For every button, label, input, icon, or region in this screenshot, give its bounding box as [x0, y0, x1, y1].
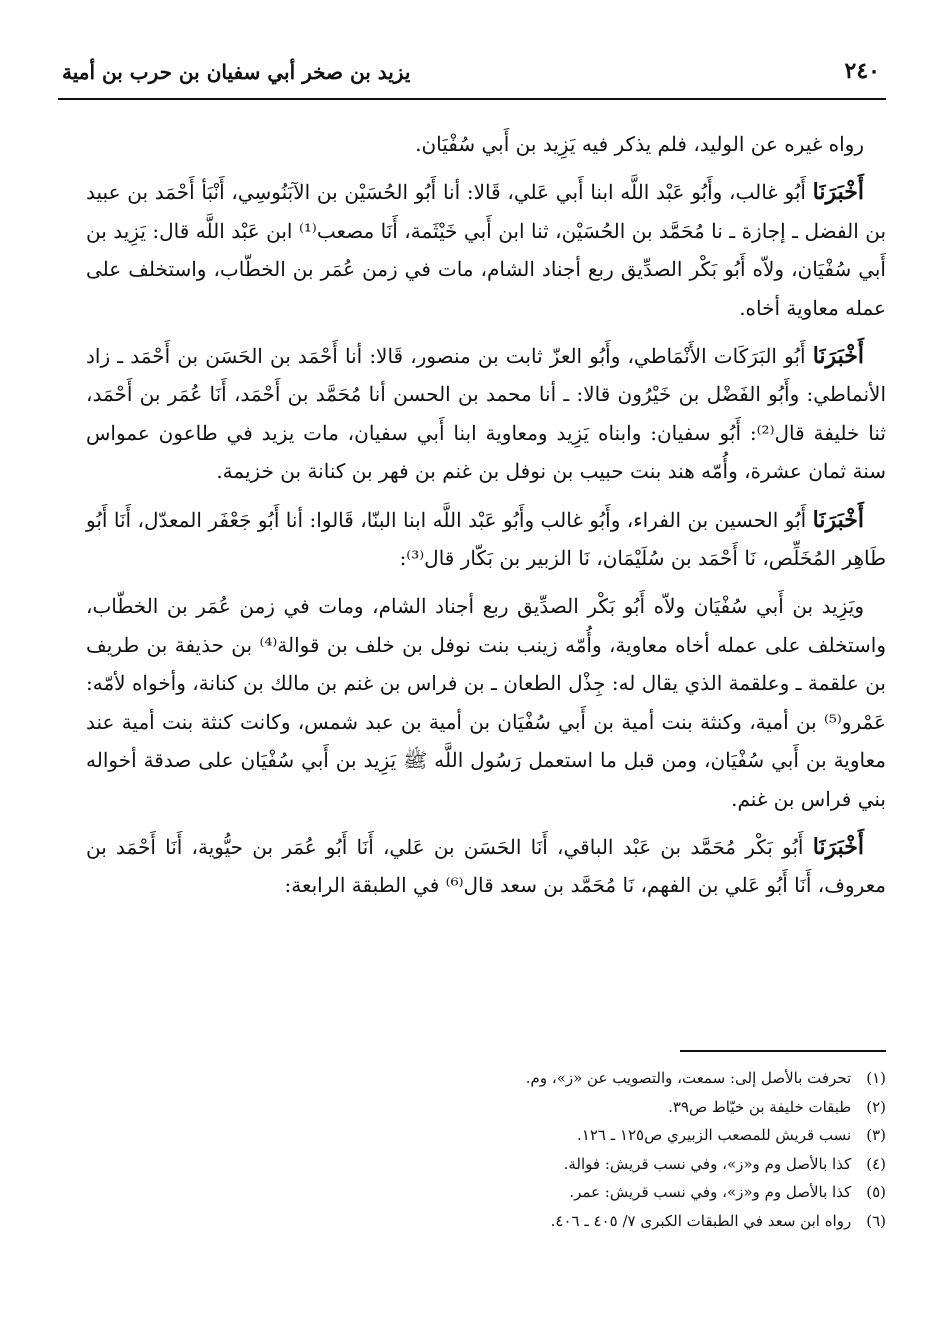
footnote-divider [680, 1050, 886, 1052]
paragraph-lead: أَخْبَرَنَا [812, 343, 865, 370]
footnote-item [90, 1064, 886, 1093]
footnote-text: تحرفت بالأصل إلى: سمعت، والتصويب عن «ز»، وم. [525, 1069, 852, 1087]
footnote-item [90, 1121, 886, 1150]
paragraph-1 [86, 125, 886, 163]
paragraph-4 [86, 501, 886, 578]
paragraph-2 [86, 173, 886, 327]
footnote-item [90, 1093, 886, 1122]
paragraph-text: أَبُو البَرَكَات الأَنْمَاطي، وأَبُو العزّ ثابت بن منصور، قَالا: أنا أَحْمَد بن الحَسَن بن أَحْمَد ـ زاد الأنماطي: وأَبُو الفَضْل بن خَيْرُون قالا: ـ أنا محمد بن الحسن أنا مُحَمَّد بن أَحْمَد، أَنَا عُمَر بن أَحْمَد، ثنا خليفة قال⁽²⁾: أَبُو سفيان: وابناه يَزِيد ومعاوية ابنا أَبي سفيان، مات يزيد في طاعون عمواس سنة ثمان عشرة، وأُمّه هند بنت حبيب بن نوفل بن غنم بن فهر بن كنانة بن خزيمة. [86, 344, 886, 484]
footnote-number: (٦) [866, 1211, 886, 1230]
paragraph-lead: أَخْبَرَنَا [812, 506, 864, 533]
paragraph-text: ويَزِيد بن أَبي سُفْيَان ولاّه أَبُو بَكْر الصدِّيق ربع أجناد الشام، ومات في زمن عُمَر بن الخطّاب، واستخلف على عمله أخاه معاوية، وأُمّه زينب بنت نوفل بن خلف بن قوالة⁽⁴⁾ بن حذيفة بن طريف بن علقمة ـ وعلقمة الذي يقال له: جِذْل الطعان ـ بن فراس بن غنم بن مالك بن كنانة، وأخواه لأمّه: عَمْرو⁽⁵⁾ بن أمية، وكنثة بنت أمية بن أَبي سُفْيَان بن أمية بن عبد شمس، وكانت كنثة بنت أمية عند معاوية بن أَبي سُفْيَان، ومن قبل ما استعمل رَسُول اللَّه ﷺ يَزِيد بن أَبي سُفْيَان على صدقة أخواله بني فراس بن غنم. [86, 594, 886, 811]
page-number: ٢٤٠ [844, 58, 880, 84]
footnote-number: (٤) [866, 1154, 886, 1173]
footnote-number: (٣) [866, 1126, 886, 1145]
footnote-number: (٥) [866, 1183, 886, 1202]
footnote-text: كذا بالأصل وم و«ز»، وفي نسب قريش: عمر. [569, 1183, 852, 1202]
footnote-text: طبقات خليفة بن خيّاط ص٣٩. [668, 1097, 852, 1116]
footnote-item [90, 1150, 886, 1179]
footnotes-list [90, 1064, 886, 1236]
paragraph-lead: أَخْبَرَنَا [812, 179, 864, 206]
footnote-number: (١) [866, 1069, 886, 1087]
footnote-text: كذا بالأصل وم و«ز»، وفي نسب قريش: فوالة. [563, 1154, 852, 1173]
paragraph-5 [86, 587, 886, 817]
footnote-item [90, 1207, 886, 1236]
footnote-number: (٢) [866, 1097, 886, 1116]
paragraph-text: أَبُو الحسين بن الفراء، وأَبُو غالب وأَبُو عَبْد اللَّه ابنا البنّا، قَالوا: أنا أَبُو جَعْفَر المعدّل، أَنَا أَبُو طَاهِر المُخَلِّص، نَا أَحْمَد بن سُلَيْمَان، نَا الزبير بن بَكّار قال⁽³⁾: [86, 507, 886, 571]
page-header [58, 58, 886, 100]
paragraph-3 [86, 337, 886, 491]
running-title: يزيد بن صخر أبي سفيان بن حرب بن أمية [62, 60, 411, 84]
paragraph-lead: أَخْبَرَنَا [812, 833, 865, 860]
footnote-text: نسب قريش للمصعب الزبيري ص١٢٥ ـ ١٢٦. [577, 1126, 852, 1145]
main-text [86, 125, 886, 915]
paragraph-6 [86, 828, 886, 905]
paragraph-text: رواه غيره عن الوليد، فلم يذكر فيه يَزِيد بن أَبي سُفْيَان. [415, 132, 864, 156]
paragraph-text: أَبُو بَكْر مُحَمَّد بن عَبْد الباقي، أَنَا الحَسَن بن عَلي، أَنَا أَبُو عُمَر بن حيُّوية، أَنَا أَحْمَد بن معروف، أَنَا أَبُو عَلي بن الفهم، نَا مُحَمَّد بن سعد قال⁽⁶⁾ في الطبقة الرابعة: [86, 834, 886, 898]
paragraph-text: أَبُو غالب، وأَبُو عَبْد اللَّه ابنا أَبي عَلي، قَالا: أنا أَبُو الحُسَيْن بن الآبَنُوسِي، أَنْبَأ أَحْمَد بن عبيد بن الفضل ـ إجازة ـ نا مُحَمَّد بن الحُسَيْن، ثنا ابن أَبي خَيْثَمة، أَنَا مصعب⁽¹⁾ ابن عَبْد اللَّه قال: يَزِيد بن أَبي سُفْيَان، ولاّه أَبُو بَكْر الصدِّيق ربع أجناد الشام، مات في زمن عُمَر بن الخطّاب، واستخلف على عمله معاوية أخاه. [86, 180, 887, 320]
footnote-text: رواه ابن سعد في الطبقات الكبرى ٧/ ٤٠٥ ـ ٤٠٦. [550, 1211, 852, 1230]
footnote-item [90, 1178, 886, 1207]
